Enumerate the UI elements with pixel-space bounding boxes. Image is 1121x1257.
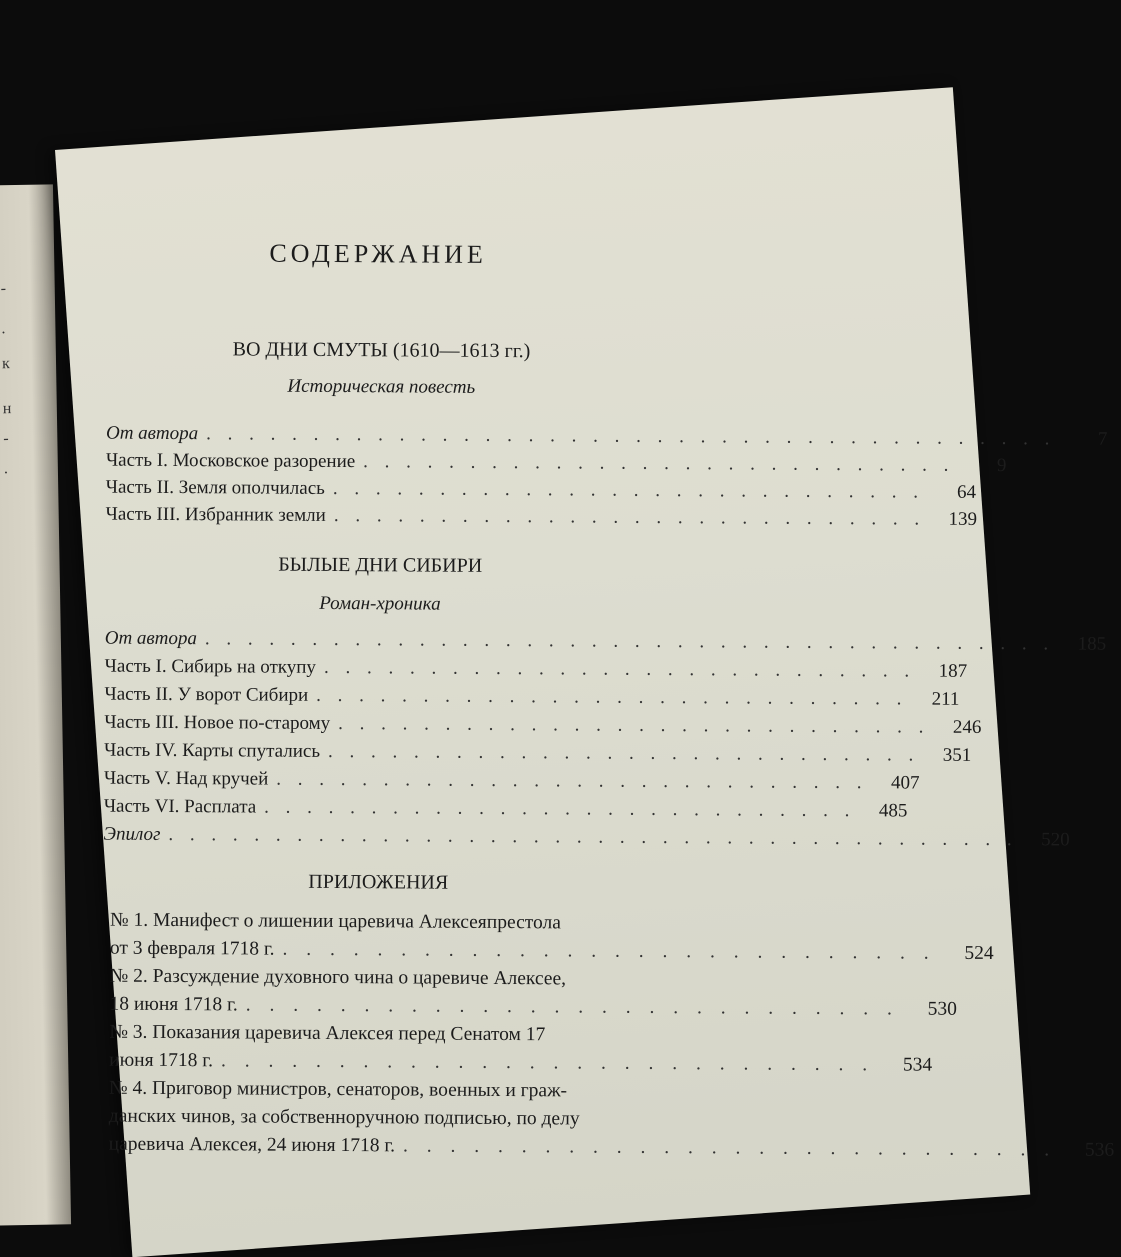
leader-dots: . . . . . . . . . . . . . . . . . . . . . . . . . . . . — [282, 938, 936, 964]
leader-dots: . . . . . . . . . . . . . . . . . . . . . . . . . . . . — [327, 740, 920, 766]
toc-entry — [104, 655, 968, 688]
toc-entry — [104, 739, 972, 772]
toc-entry-label: Часть III. Избранник земли — [105, 503, 326, 526]
toc-entry-page: 64 — [957, 481, 977, 503]
toc-entry-label: Часть II. У ворот Сибири — [104, 683, 309, 706]
left-page-mark: - — [3, 430, 9, 448]
section-heading: ВО ДНИ СМУТЫ (1610—1613 гг.) — [232, 338, 531, 363]
leader-dots: . . . . . . . . . . . . . . . . . . . . . . . . . . . . . . . . . . . . . . . . — [206, 423, 1056, 450]
section-subtitle: Историческая повесть — [287, 375, 476, 398]
leader-dots: . . . . . . . . . . . . . . . . . . . . . . . . . . . . — [333, 504, 926, 530]
toc-entry-page: 187 — [938, 660, 968, 682]
toc-entry-page: 407 — [890, 772, 920, 794]
toc-entry — [104, 683, 960, 716]
section-subtitle: Роман-хроника — [319, 592, 441, 615]
appendix-entry — [108, 1133, 1115, 1166]
appendix-entry-page: 524 — [964, 942, 994, 965]
toc-entry-page: 211 — [931, 688, 960, 710]
toc-entry-label: Часть III. Новое по-старому — [104, 711, 331, 734]
toc-entry — [103, 795, 908, 828]
toc-entry-label: Часть II. Земля ополчилась — [105, 476, 325, 499]
toc-entry-label: От автора — [105, 422, 199, 445]
appendix-entry-page: 530 — [927, 998, 957, 1020]
toc-entry — [103, 767, 920, 800]
appendix-entry-line: № 3. Показания царевича Алексея перед Сенатом 17 — [109, 1021, 546, 1046]
toc-entry — [103, 823, 1070, 856]
toc-entry-label: Часть VI. Расплата — [103, 795, 257, 818]
toc-entry-page: 7 — [1097, 428, 1108, 450]
leader-dots: . . . . . . . . . . . . . . . . . . . . . . . . . . . . — [332, 477, 925, 503]
section-heading: ПРИЛОЖЕНИЯ — [308, 870, 449, 894]
toc-entry-label: Эпилог — [103, 823, 161, 845]
appendix-entry-date: июня 1718 г. — [109, 1049, 214, 1072]
section-heading: БЫЛЫЕ ДНИ СИБИРИ — [278, 553, 483, 577]
appendix-entry-date: царевича Алексея, 24 июня 1718 г. — [108, 1133, 396, 1157]
leader-dots: . . . . . . . . . . . . . . . . . . . . . . . . . . . . — [220, 1050, 875, 1076]
left-page-mark: - — [0, 280, 7, 298]
appendix-entry-line: № 2. Разсуждение духовного чина о царевиче Алексее, — [109, 965, 567, 990]
appendix-entry-line: данских чинов, за собственноручною подписью, по делу — [108, 1105, 580, 1130]
toc-entry-page: 246 — [952, 716, 982, 738]
toc-entry-page: 520 — [1041, 829, 1070, 851]
toc-entry-label: От автора — [104, 627, 197, 650]
appendix-entry — [109, 1049, 933, 1082]
leader-dots: . . . . . . . . . . . . . . . . . . . . . . . . . . . . — [245, 994, 899, 1020]
toc-entry-page: 351 — [942, 744, 972, 766]
left-page-mark: . — [3, 460, 9, 478]
leader-dots: . . . . . . . . . . . . . . . . . . . . . . . . . . . . — [403, 1135, 1057, 1161]
appendix-entry-line: № 1. Манифест о лишении царевича Алексеяпрестола — [109, 909, 561, 934]
leader-dots: . . . . . . . . . . . . . . . . . . . . . . . . . . . . — [276, 768, 868, 794]
left-page-mark: к — [1, 355, 10, 373]
left-page-mark: н — [2, 400, 12, 418]
leader-dots: . . . . . . . . . . . . . . . . . . . . . . . . . . . . — [316, 684, 908, 710]
left-page-mark: . — [1, 320, 6, 338]
toc-entry-page: 139 — [948, 508, 978, 530]
leader-dots: . . . . . . . . . . . . . . . . . . . . . . . . . . . . — [363, 451, 955, 476]
leader-dots: . . . . . . . . . . . . . . . . . . . . . . . . . . . . — [264, 796, 856, 822]
toc-entry-page: 9 — [996, 455, 1007, 477]
appendix-entry-line: № 4. Приговор министров, сенаторов, военных и граж- — [108, 1077, 568, 1102]
appendix-entry-page: 536 — [1084, 1139, 1115, 1161]
leader-dots: . . . . . . . . . . . . . . . . . . . . . . . . . . . . — [338, 713, 930, 738]
appendix-entry-page: 534 — [902, 1054, 933, 1076]
toc-entry-label: Часть I. Московское разорение — [105, 449, 356, 473]
toc-entry-page: 185 — [1077, 633, 1107, 655]
toc-entry-page: 485 — [878, 800, 908, 822]
page-title: СОДЕРЖАНИЕ — [269, 238, 487, 269]
toc-entry-label: Часть V. Над кручей — [103, 767, 269, 790]
appendix-entry — [109, 937, 994, 970]
appendix-entry — [109, 993, 957, 1026]
toc-entry — [104, 711, 982, 744]
leader-dots: . . . . . . . . . . . . . . . . . . . . . . . . . . . . . . . . . . . . . . . . — [168, 823, 1018, 851]
appendix-entry-date: 18 июня 1718 г. — [109, 993, 238, 1016]
toc-entry — [105, 503, 978, 536]
toc-entry-label: Часть IV. Карты спутались — [104, 739, 321, 762]
toc-entry — [104, 627, 1107, 660]
appendix-entry-date: от 3 февраля 1718 г. — [109, 937, 275, 960]
toc-entry-label: Часть I. Сибирь на откупу — [104, 655, 317, 678]
leader-dots: . . . . . . . . . . . . . . . . . . . . . . . . . . . . . . . . . . . . . . . . — [204, 628, 1055, 655]
leader-dots: . . . . . . . . . . . . . . . . . . . . . . . . . . . . — [323, 656, 916, 682]
